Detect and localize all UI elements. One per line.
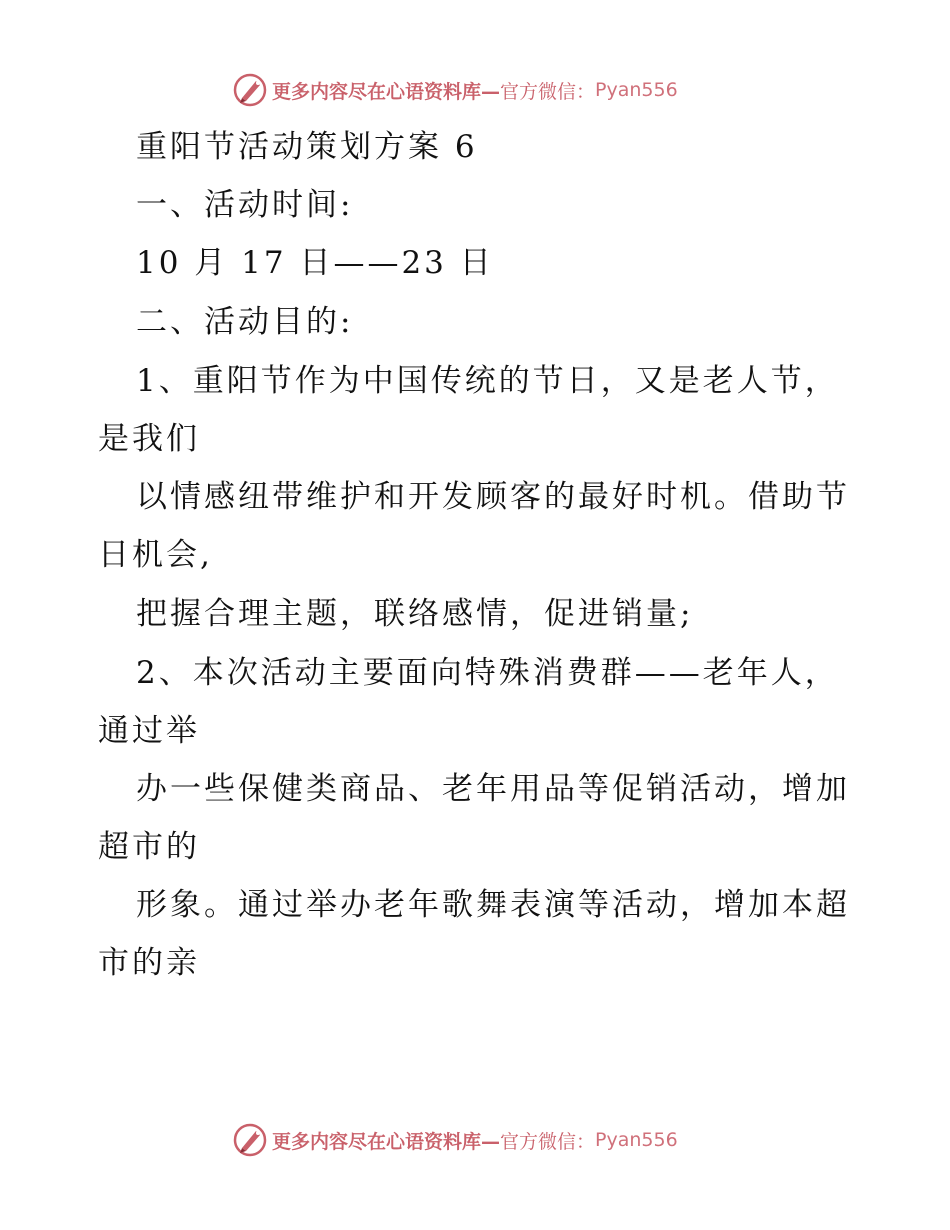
paragraph-line: 10 月 17 日——23 日 bbox=[136, 245, 494, 281]
paragraph-line: 日机会, bbox=[98, 537, 213, 573]
paragraph-line: 2、本次活动主要面向特殊消费群——老年人， bbox=[136, 655, 839, 691]
banner-wechat-id: Pyan556 bbox=[595, 1129, 678, 1151]
paragraph-line: 超市的 bbox=[98, 829, 200, 865]
paragraph-line: 把握合理主题，联络感情，促进销量; bbox=[136, 596, 694, 632]
paragraph-line: 市的亲 bbox=[98, 945, 200, 981]
paragraph-line: 形象。通过举办老年歌舞表演等活动，增加本超 bbox=[136, 887, 850, 923]
banner-text: 更多内容尽在心语资料库— bbox=[272, 1130, 501, 1153]
section-heading-purpose: 二、活动目的: bbox=[136, 304, 354, 340]
banner-wechat-label: 官方微信： bbox=[500, 1130, 596, 1153]
pen-logo-icon bbox=[232, 1122, 268, 1158]
paragraph-line: 是我们 bbox=[98, 421, 200, 457]
banner-wechat-label: 官方微信： bbox=[500, 80, 596, 103]
banner-text: 更多内容尽在心语资料库— bbox=[272, 80, 501, 103]
document-title: 重阳节活动策划方案 6 bbox=[136, 129, 478, 165]
pen-logo-icon bbox=[232, 72, 268, 108]
paragraph-line: 办一些保健类商品、老年用品等促销活动，增加 bbox=[136, 771, 850, 807]
section-heading-time: 一、活动时间: bbox=[136, 187, 354, 223]
paragraph-line: 以情感纽带维护和开发顾客的最好时机。借助节 bbox=[136, 479, 850, 515]
paragraph-line: 1、重阳节作为中国传统的节日，又是老人节， bbox=[136, 363, 839, 399]
banner-wechat-id: Pyan556 bbox=[595, 79, 678, 101]
header-banner bbox=[232, 70, 678, 110]
footer-banner bbox=[232, 1120, 678, 1160]
paragraph-line: 通过举 bbox=[98, 713, 200, 749]
